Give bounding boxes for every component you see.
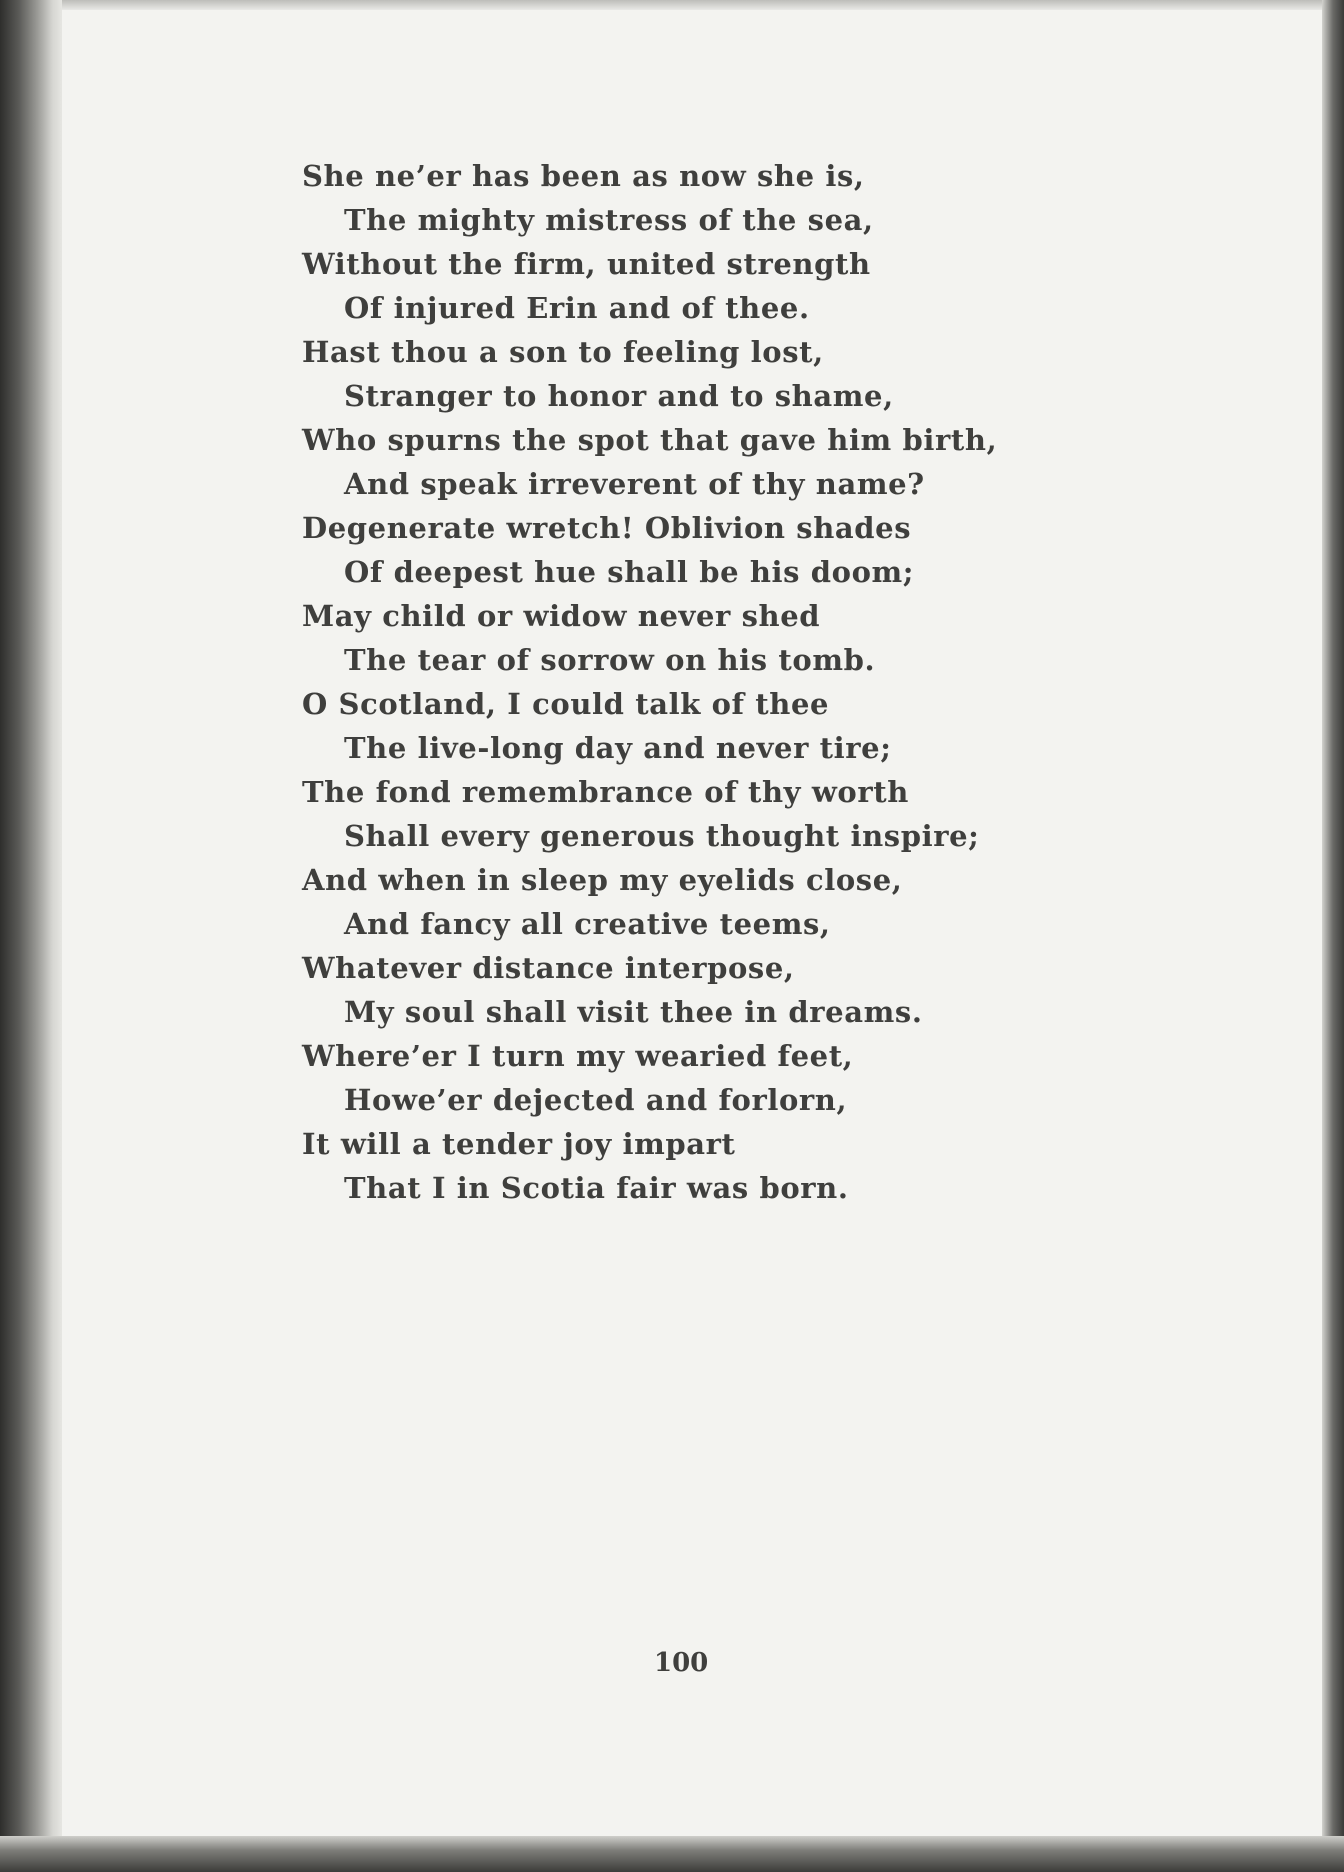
poem-line: The live-long day and never tire; [344,731,892,765]
poem-text [302,154,997,1210]
page-bottom-edge [0,1836,1344,1872]
poem-line: The fond remembrance of thy worth [302,775,909,809]
book-page [62,10,1322,1836]
poem-line: My soul shall visit thee in dreams. [344,995,923,1029]
poem-line: Of deepest hue shall be his doom; [344,555,915,589]
poem-line: And speak irreverent of thy name? [344,467,925,501]
poem-line: Who spurns the spot that gave him birth, [302,423,998,457]
page-right-edge [1322,0,1344,1872]
poem-line: It will a tender joy impart [302,1127,736,1161]
poem-line: Howe’er dejected and forlorn, [344,1083,848,1117]
poem-line: That I in Scotia fair was born. [344,1171,849,1205]
poem-line: And when in sleep my eyelids close, [302,863,903,897]
poem-line: The mighty mistress of the sea, [344,203,874,237]
poem-line: O Scotland, I could talk of thee [302,687,830,721]
poem-line: She ne’er has been as now she is, [302,159,865,193]
poem-line: Of injured Erin and of thee. [344,291,810,325]
poem-line: Degenerate wretch! Oblivion shades [302,511,912,545]
poem-line: Stranger to honor and to shame, [344,379,894,413]
book-spine-shadow [0,0,62,1872]
page-top-edge [0,0,1344,10]
poem-line: Where’er I turn my wearied feet, [302,1039,854,1073]
poem-line: Without the firm, united strength [302,247,871,281]
poem-line: May child or widow never shed [302,599,821,633]
poem-line: The tear of sorrow on his tomb. [344,643,876,677]
poem-line: Shall every generous thought inspire; [344,819,980,853]
page-number: 100 [654,1648,709,1678]
poem-line: Hast thou a son to feeling lost, [302,335,824,369]
poem-line: And fancy all creative teems, [344,907,831,941]
poem-line: Whatever distance interpose, [302,951,795,985]
